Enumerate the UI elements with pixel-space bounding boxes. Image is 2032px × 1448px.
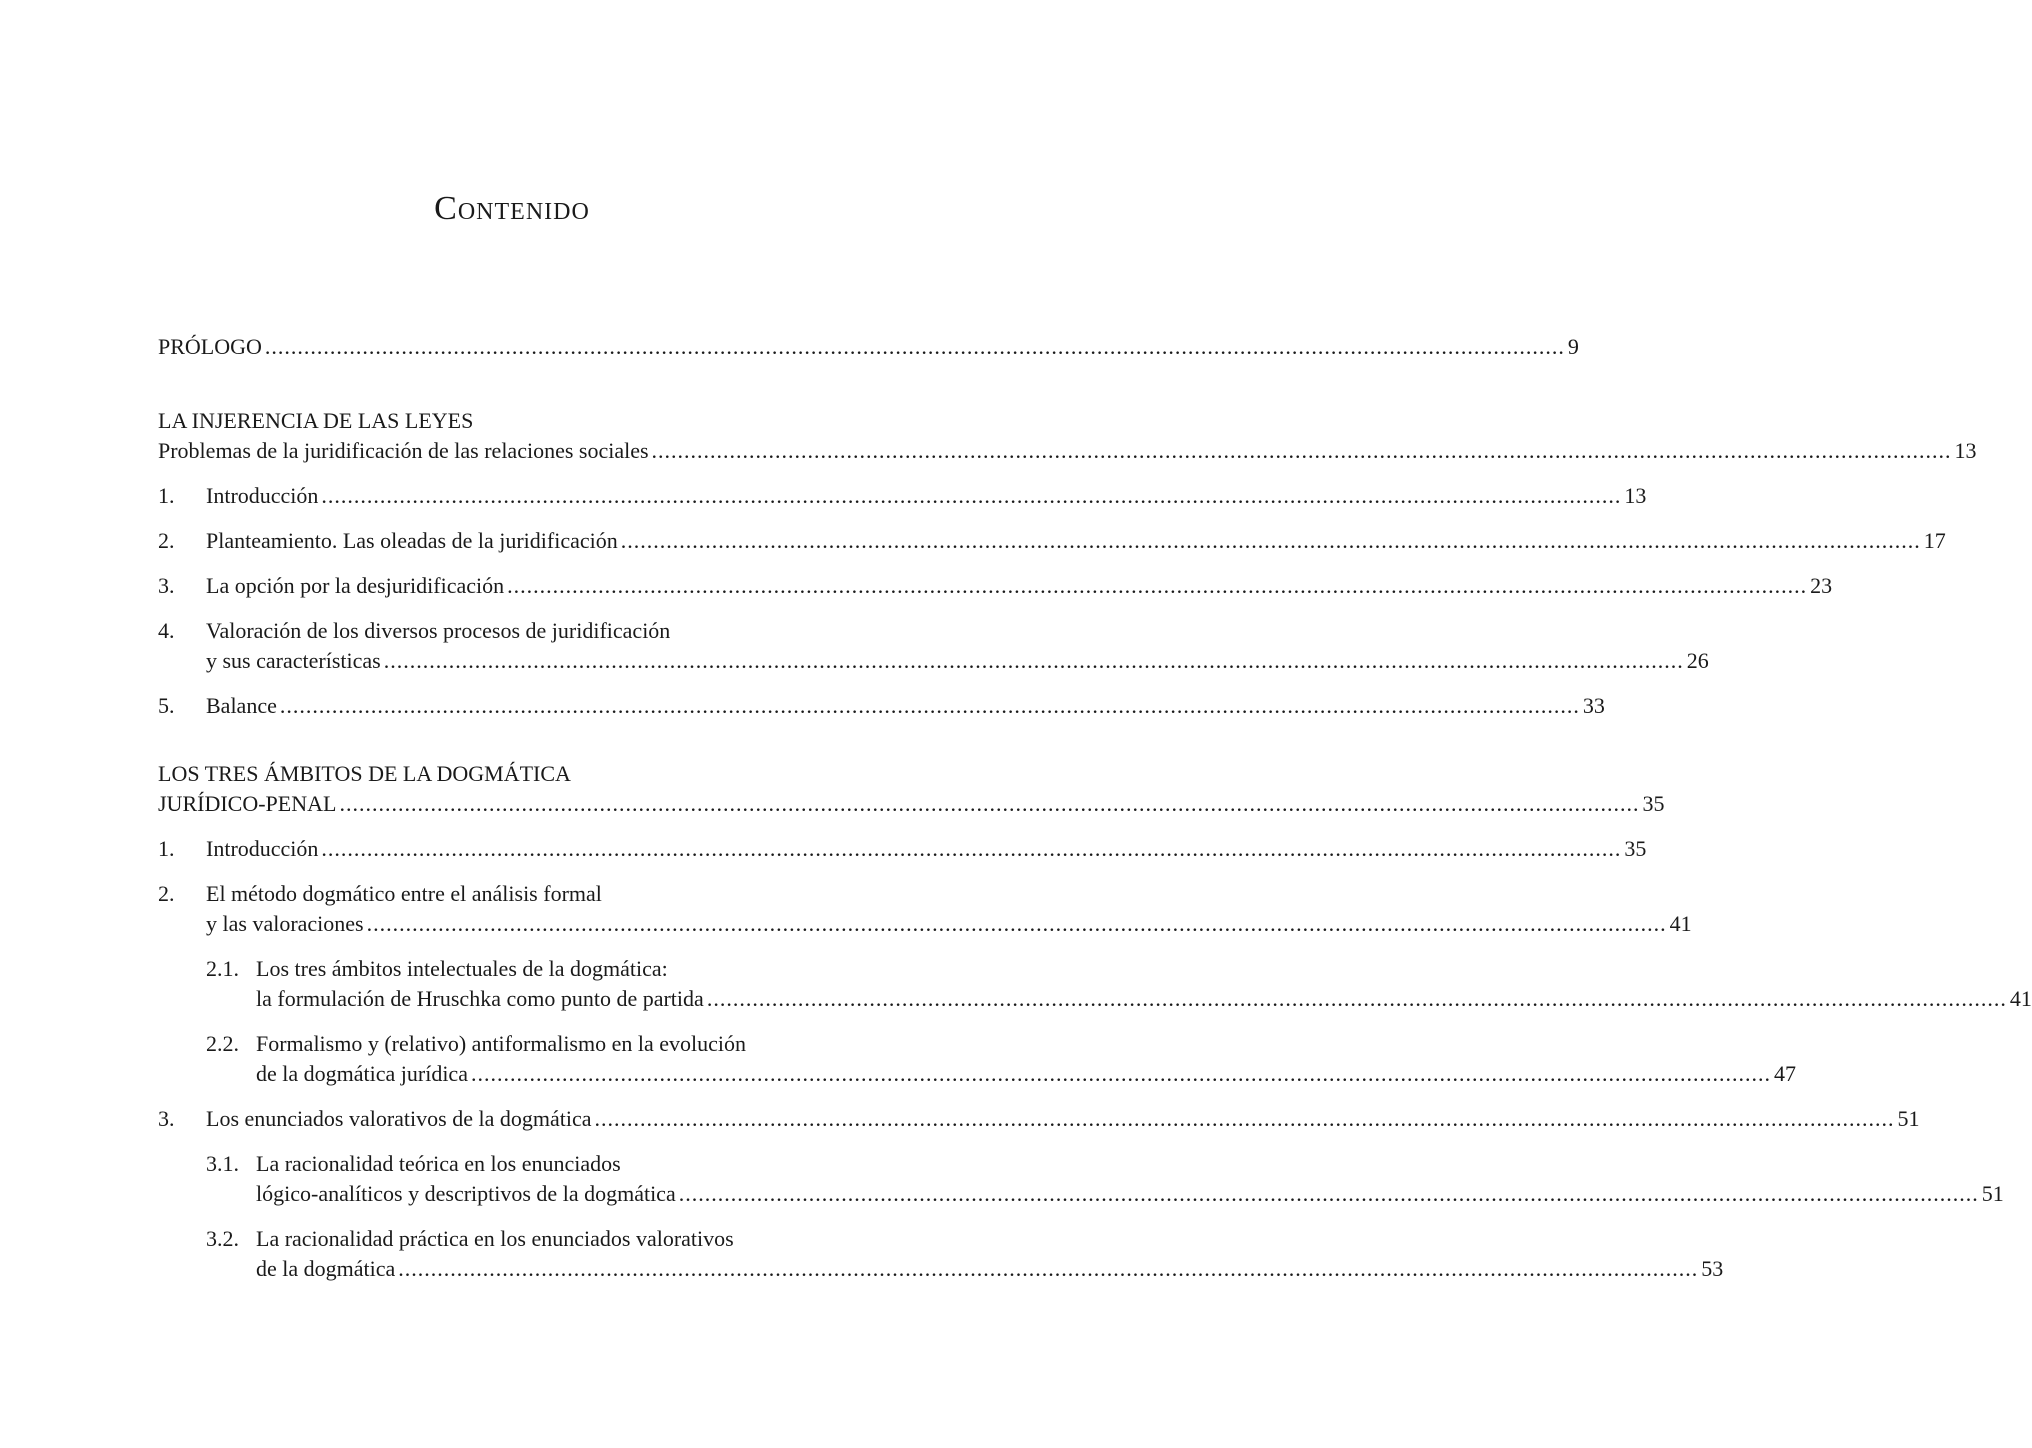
toc-entry-title-cont: de la dogmática <box>256 1256 396 1281</box>
page-number: 26 <box>1686 648 1709 673</box>
page-number: 35 <box>1624 836 1647 861</box>
page-number: 41 <box>1669 911 1692 936</box>
dot-leader: ........................................................................................................................................................................................................ <box>321 836 1622 861</box>
dot-leader: ........................................................................................................................................................................................................ <box>470 1061 1771 1086</box>
toc-entry[interactable] <box>158 481 1647 511</box>
entry-number: 3. <box>158 1106 175 1131</box>
dot-leader: ........................................................................................................................................................................................................ <box>383 648 1684 673</box>
toc-entry-title: Balance <box>206 693 277 718</box>
toc-entry-title: La racionalidad teórica en los enunciados <box>256 1151 621 1176</box>
entry-number: 2. <box>158 881 175 906</box>
dot-leader: ........................................................................................................................................................................................................ <box>321 483 1622 508</box>
toc-subentry[interactable] <box>206 1029 1796 1089</box>
dot-leader: ........................................................................................................................................................................................................ <box>594 1106 1895 1131</box>
toc-section-injerencia <box>158 406 1977 721</box>
dot-leader: ........................................................................................................................................................................................................ <box>279 693 1580 718</box>
entry-number: 2.2. <box>206 1031 239 1056</box>
toc-section-dogmatica <box>158 759 2032 1284</box>
toc-entry-title-cont: lógico-analíticos y descriptivos de la dogmática <box>256 1181 676 1206</box>
page-number: 33 <box>1582 693 1605 718</box>
page-number: 51 <box>1981 1181 2004 1206</box>
toc-subentry[interactable] <box>206 954 2032 1014</box>
toc-entry-title: Planteamiento. Las oleadas de la juridificación <box>206 528 618 553</box>
page-number: 35 <box>1642 791 1665 816</box>
entry-number: 2.1. <box>206 956 239 981</box>
toc-entry[interactable] <box>158 526 1946 556</box>
toc-entry[interactable] <box>158 691 1605 721</box>
dot-leader: ........................................................................................................................................................................................................ <box>651 438 1952 463</box>
toc-entry-title-cont: y sus características <box>206 648 381 673</box>
page-title: Contenido <box>434 190 590 227</box>
toc-entry-title: Valoración de los diversos procesos de juridificación <box>206 618 671 643</box>
entry-number: 5. <box>158 693 175 718</box>
toc-entry-title-cont: de la dogmática jurídica <box>256 1061 468 1086</box>
entry-number: 3.2. <box>206 1226 239 1251</box>
toc-prologo <box>158 332 1579 362</box>
dot-leader: ........................................................................................................................................................................................................ <box>339 791 1640 816</box>
dot-leader: ........................................................................................................................................................................................................ <box>678 1181 1979 1206</box>
toc-entry[interactable] <box>158 879 1692 939</box>
entry-number: 3. <box>158 573 175 598</box>
toc-entry[interactable] <box>158 571 1833 601</box>
section-heading-cont: JURÍDICO-PENAL <box>158 791 337 816</box>
toc-line[interactable] <box>158 332 1579 362</box>
table-of-contents <box>158 332 2032 1308</box>
section-heading: LA INJERENCIA DE LAS LEYES <box>158 408 474 433</box>
toc-entry-title: Introducción <box>206 483 319 508</box>
entry-number: 3.1. <box>206 1151 239 1176</box>
toc-entry-title: Los tres ámbitos intelectuales de la dogmática: <box>256 956 668 981</box>
toc-entry-title: La opción por la desjuridificación <box>206 573 505 598</box>
entry-number: 2. <box>158 528 175 553</box>
entry-number: 4. <box>158 618 175 643</box>
toc-entry-title: La racionalidad práctica en los enunciados valorativos <box>256 1226 734 1251</box>
page-number: 13 <box>1954 438 1977 463</box>
toc-entry-title: Los enunciados valorativos de la dogmática <box>206 1106 592 1131</box>
page-number: 23 <box>1810 573 1833 598</box>
entry-number: 1. <box>158 483 175 508</box>
toc-entry[interactable] <box>158 834 1647 864</box>
page-number: 51 <box>1897 1106 1920 1131</box>
toc-entry[interactable] <box>158 616 1709 676</box>
toc-entry-title: El método dogmático entre el análisis formal <box>206 881 602 906</box>
dot-leader: ........................................................................................................................................................................................................ <box>264 334 1565 359</box>
page-number: 47 <box>1773 1061 1796 1086</box>
section-subtitle: Problemas de la juridificación de las relaciones sociales <box>158 438 649 463</box>
dot-leader: ........................................................................................................................................................................................................ <box>706 986 2007 1011</box>
page-number: 41 <box>2009 986 2032 1011</box>
toc-line[interactable] <box>158 789 1665 819</box>
page-number: 17 <box>1923 528 1946 553</box>
dot-leader: ........................................................................................................................................................................................................ <box>398 1256 1699 1281</box>
toc-subentry[interactable] <box>206 1149 2004 1209</box>
toc-entry[interactable] <box>158 1104 1920 1134</box>
toc-entry-title-cont: la formulación de Hruschka como punto de partida <box>256 986 704 1011</box>
toc-entry-title: Formalismo y (relativo) antiformalismo en la evolución <box>256 1031 746 1056</box>
page-number: 13 <box>1624 483 1647 508</box>
toc-entry-title: Introducción <box>206 836 319 861</box>
toc-line[interactable] <box>158 436 1977 466</box>
toc-entry-title-cont: y las valoraciones <box>206 911 364 936</box>
page-number: 53 <box>1701 1256 1724 1281</box>
dot-leader: ........................................................................................................................................................................................................ <box>507 573 1808 598</box>
dot-leader: ........................................................................................................................................................................................................ <box>366 911 1667 936</box>
toc-subentry[interactable] <box>206 1224 1724 1284</box>
section-heading: LOS TRES ÁMBITOS DE LA DOGMÁTICA <box>158 761 571 786</box>
toc-entry-title: PRÓLOGO <box>158 334 262 359</box>
page-number: 9 <box>1567 334 1579 359</box>
entry-number: 1. <box>158 836 175 861</box>
dot-leader: ........................................................................................................................................................................................................ <box>620 528 1921 553</box>
